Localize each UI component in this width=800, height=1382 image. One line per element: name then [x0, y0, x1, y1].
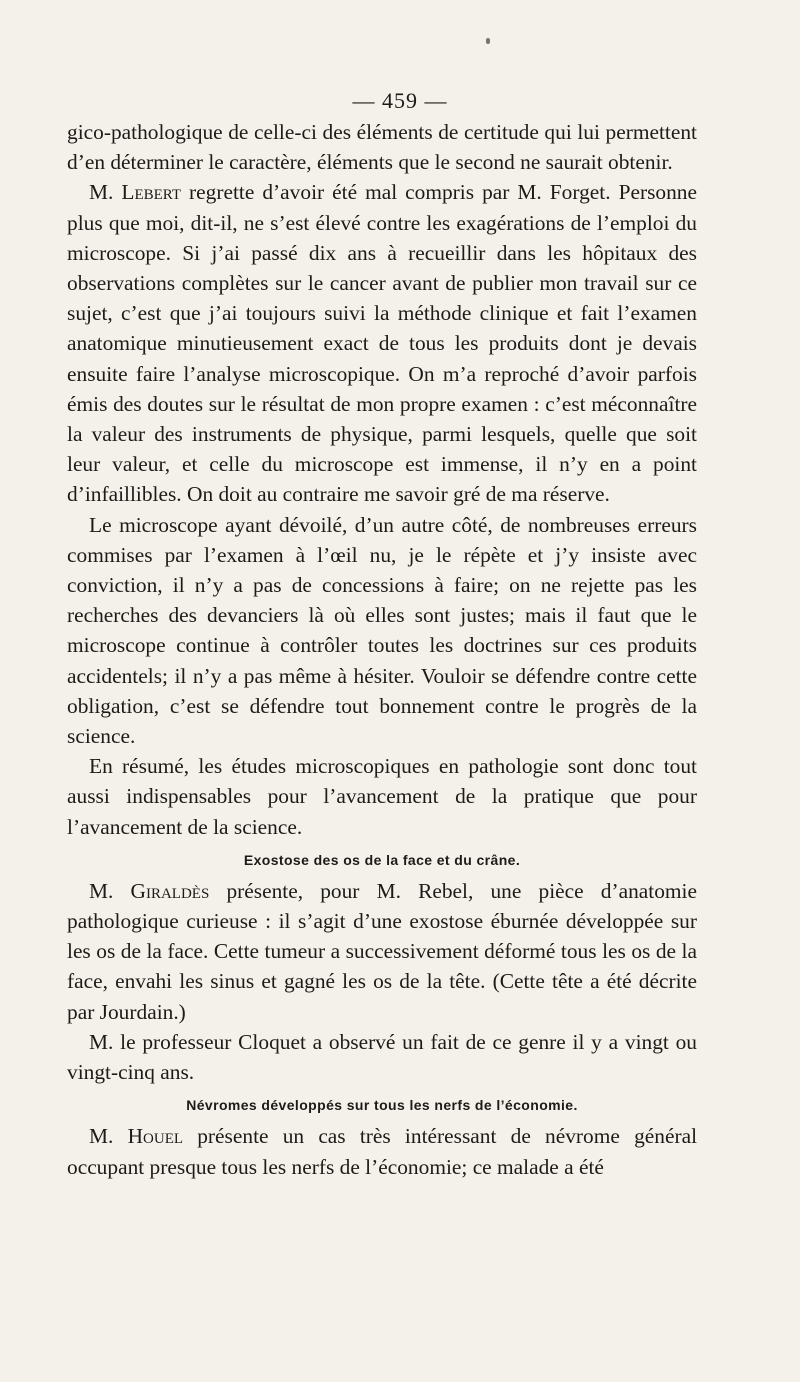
- paragraph: [67, 1121, 697, 1181]
- paragraph-text: En résumé, les études microscopiques en pathologie sont donc tout aussi indispensables pour l’avancement de la pratique que pour l’avancement de la science.: [67, 754, 697, 839]
- paragraph-text: regrette d’avoir été mal compris par M. Forget. Personne plus que moi, dit-il, ne s’est élevé contre les exagérations de l’emploi du microscope. Si j’ai passé dix ans à recueillir dans les hôpitaux des observations complètes sur le cancer avant de publier mon travail sur ce sujet, c’est que j’ai toujours suivi la méthode clinique et fait l’examen anatomique minutieusement exact de tous les produits dont je devais ensuite faire l’analyse microscopique. On m’a reproché d’avoir parfois émis des doutes sur le résultat de mon propre examen : c’est méconnaître la valeur des instruments de physique, parmi lesquels, quelle que soit leur valeur, et celle du microscope est immense, il n’y en a point d’infaillibles. On doit au contraire me savoir gré de ma réserve.: [67, 180, 697, 507]
- paragraph: [67, 1027, 697, 1087]
- paragraph: [67, 177, 697, 509]
- paragraph-text: présente, pour M. Rebel, une pièce d’anatomie pathologique curieuse : il s’agit d’une exostose éburnée développée sur les os de la face. Cette tumeur a successivement déformé tous les os de la face, envahi les sinus et gagné les os de la tête. (Cette tête a été décrite par Jourdain.): [67, 878, 697, 1024]
- paragraph: [67, 510, 697, 752]
- ink-spot: [486, 38, 490, 44]
- speaker-name: M. Houel: [89, 1124, 184, 1149]
- paragraph: [67, 117, 697, 177]
- speaker-name: M. Giraldès: [89, 878, 210, 903]
- paragraph-text: présente un cas très intéressant de névrome général occupant presque tous les nerfs de l’économie; ce malade a été: [67, 1124, 698, 1179]
- text-body: [67, 117, 697, 1182]
- paragraph-text: Le microscope ayant dévoilé, d’un autre côté, de nombreuses erreurs commises par l’examen à l’œil nu, je le répète et j’y insiste avec conviction, il n’y a pas de concessions à faire; on ne rejette pas les recherches des devanciers là où elles sont justes; mais il faut que le microscope continue à contrôler toutes les doctrines sur ces produits accidentels; il n’y a pas même à hésiter. Vouloir se défendre contre cette obligation, c’est se défendre tout bonnement contre le progrès de la science.: [67, 512, 697, 749]
- section-heading: Névromes développés sur tous les nerfs de l’économie.: [186, 1097, 578, 1114]
- paragraph: [67, 751, 697, 842]
- section-heading: Exostose des os de la face et du crâne.: [243, 851, 521, 868]
- paragraph: [67, 876, 697, 1027]
- page-number: — 459 —: [352, 88, 448, 113]
- speaker-name: M. Lebert: [89, 180, 182, 205]
- paragraph-text: gico-pathologique de celle-ci des éléments de certitude qui lui permettent d’en déterminer le caractère, éléments que le second ne saurait obtenir.: [67, 120, 697, 175]
- paragraph-text: M. le professeur Cloquet a observé un fait de ce genre il y a vingt ou vingt-cinq ans.: [67, 1029, 697, 1085]
